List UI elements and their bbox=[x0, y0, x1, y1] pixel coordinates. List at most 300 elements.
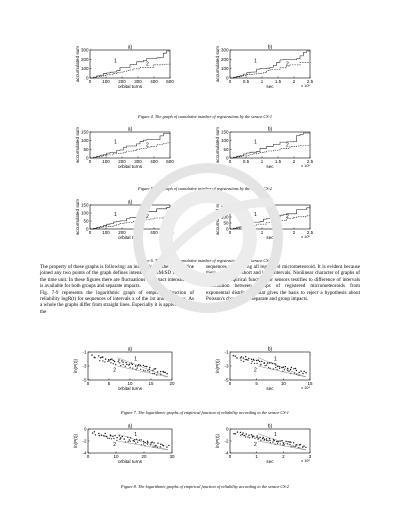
y-tick-label: 0 bbox=[85, 75, 89, 81]
x-axis-label: sec bbox=[266, 459, 274, 464]
data-point bbox=[107, 361, 108, 362]
data-point bbox=[153, 442, 154, 443]
data-point bbox=[160, 444, 161, 445]
y-tick-label: 150 bbox=[220, 208, 229, 214]
panel-letter: b) bbox=[267, 44, 273, 51]
data-point bbox=[162, 444, 163, 445]
x-axis-label: orbital turns bbox=[117, 386, 143, 391]
data-point bbox=[154, 446, 155, 447]
data-point bbox=[287, 368, 288, 369]
data-point bbox=[260, 440, 261, 441]
data-point bbox=[245, 356, 246, 357]
curve-label: 2 bbox=[146, 142, 149, 149]
body-paragraph: sequences considering all registered micrometeoroid. It is evident because there are a lot of short and long intervals. Nonlinear character of graphs of reliability empirical function for sensors testifies to difference of intervals distribution between groups of registered micrometeoroids from exponential distribution that gives the basis to reject a hypothesis about Poisson's character of separate and group impacts. bbox=[206, 264, 360, 303]
y-axis-label: accumulated sum bbox=[75, 198, 80, 236]
fig4-panel-a bbox=[72, 44, 172, 90]
data-point bbox=[272, 441, 273, 442]
fig8-panel-a-plot bbox=[70, 423, 174, 465]
x-tick-label: 100 bbox=[102, 230, 110, 235]
y-tick-label: 0 bbox=[83, 426, 87, 432]
data-point bbox=[247, 360, 248, 361]
data-point bbox=[157, 443, 158, 444]
data-point bbox=[277, 443, 278, 444]
x-tick-label: 0 bbox=[228, 381, 232, 386]
data-point bbox=[285, 366, 286, 367]
y-tick-label: -2 bbox=[224, 438, 229, 444]
data-point bbox=[92, 432, 93, 433]
panel-letter: a) bbox=[127, 199, 133, 206]
axis-exponent: x 10⁴ bbox=[301, 386, 310, 390]
data-point bbox=[303, 445, 304, 446]
data-point bbox=[165, 372, 166, 373]
curve-label: 1 bbox=[254, 58, 257, 65]
data-point bbox=[263, 437, 264, 438]
data-point bbox=[111, 438, 112, 439]
data-point bbox=[240, 435, 241, 436]
axis-exponent: x 10⁶ bbox=[301, 164, 310, 168]
x-tick-label: 0 bbox=[88, 159, 92, 164]
fig4-caption: Figure 4. The graph of cumulative number of registrations by the sensor CS-1 bbox=[138, 114, 272, 119]
x-axis-label: orbital turns bbox=[117, 459, 143, 464]
x-tick-label: 0 bbox=[228, 79, 232, 84]
curve-label: 1 bbox=[114, 211, 117, 218]
x-tick-label: 2 bbox=[292, 159, 296, 164]
y-tick-label: 0 bbox=[85, 155, 89, 161]
y-tick-label: 100 bbox=[220, 66, 229, 72]
y-tick-label: 200 bbox=[220, 56, 229, 62]
fig8-panel-a bbox=[70, 423, 174, 465]
data-point bbox=[279, 368, 280, 369]
y-tick-label: 50 bbox=[223, 220, 229, 226]
body-paragraph: Fig. 7-9 represents the logarithmic graph of empirical function of reliability logR(t) for sequences of intervals x of the 1st and 2nd types. As a whole the graphs differ from straight lines. Especially it is appreciable for the bbox=[40, 289, 194, 315]
y-tick-label: 0 bbox=[225, 426, 229, 432]
data-point bbox=[261, 361, 262, 362]
data-point bbox=[252, 361, 253, 362]
data-point bbox=[103, 435, 104, 436]
data-point bbox=[242, 434, 243, 435]
data-point bbox=[253, 360, 254, 361]
data-point bbox=[240, 360, 241, 361]
x-tick-label: 300 bbox=[134, 230, 142, 235]
data-point bbox=[240, 432, 241, 433]
x-tick-label: 2 bbox=[292, 79, 296, 84]
curve-label: 1 bbox=[134, 356, 137, 363]
x-tick-label: 20 bbox=[141, 454, 147, 459]
data-point bbox=[248, 435, 249, 436]
data-point bbox=[143, 370, 144, 371]
data-point bbox=[99, 360, 100, 361]
data-point bbox=[293, 368, 294, 369]
data-point bbox=[152, 441, 153, 442]
data-point bbox=[119, 435, 120, 436]
x-tick-label: 500 bbox=[166, 79, 174, 84]
data-point bbox=[163, 371, 164, 372]
data-point bbox=[242, 432, 243, 433]
y-axis-label: ln(P(t)) bbox=[215, 433, 220, 449]
y-axis-label: accumulated sum bbox=[75, 45, 80, 83]
data-point bbox=[110, 362, 111, 363]
data-point bbox=[112, 436, 113, 437]
data-point bbox=[95, 434, 96, 435]
data-point bbox=[270, 442, 271, 443]
y-tick-label: 0 bbox=[225, 155, 229, 161]
data-point bbox=[141, 439, 142, 440]
data-point bbox=[252, 437, 253, 438]
data-point bbox=[256, 360, 257, 361]
data-point bbox=[102, 360, 103, 361]
data-point bbox=[233, 355, 234, 356]
data-point bbox=[125, 362, 126, 363]
data-point bbox=[109, 438, 110, 439]
data-point bbox=[264, 440, 265, 441]
x-tick-label: 200 bbox=[118, 230, 126, 235]
fig4-panel-a-plot bbox=[72, 44, 172, 90]
data-point bbox=[116, 437, 117, 438]
panel-letter: b) bbox=[267, 346, 273, 353]
curve-label: 1 bbox=[134, 432, 137, 439]
data-point bbox=[294, 446, 295, 447]
data-point bbox=[125, 366, 126, 367]
data-point bbox=[121, 360, 122, 361]
data-point bbox=[290, 369, 291, 370]
data-point bbox=[166, 373, 167, 374]
data-point bbox=[110, 435, 111, 436]
y-axis-label: accumulated sum bbox=[215, 45, 220, 83]
fit-line bbox=[117, 441, 168, 450]
data-point bbox=[243, 435, 244, 436]
data-point bbox=[284, 369, 285, 370]
data-point bbox=[245, 359, 246, 360]
data-point bbox=[248, 358, 249, 359]
data-point bbox=[294, 373, 295, 374]
x-tick-label: 0 bbox=[88, 230, 92, 235]
data-point bbox=[260, 364, 261, 365]
data-point bbox=[120, 365, 121, 366]
data-point bbox=[111, 358, 112, 359]
data-point bbox=[168, 445, 169, 446]
x-tick-label: 10 bbox=[280, 381, 286, 386]
data-point bbox=[237, 431, 238, 432]
data-point bbox=[249, 437, 250, 438]
data-point bbox=[253, 436, 254, 437]
data-point bbox=[160, 374, 161, 375]
y-tick-label: -3 bbox=[224, 363, 229, 369]
data-point bbox=[288, 371, 289, 372]
data-point bbox=[299, 372, 300, 373]
curve-label: 2 bbox=[286, 61, 289, 68]
data-point bbox=[134, 441, 135, 442]
y-tick-label: -5 bbox=[224, 377, 229, 383]
data-point bbox=[235, 355, 236, 356]
fit-line bbox=[258, 441, 306, 450]
fig5-panel-a-plot bbox=[72, 126, 172, 170]
data-point bbox=[98, 433, 99, 434]
data-point bbox=[91, 354, 92, 355]
data-point bbox=[145, 370, 146, 371]
body-text-right-column bbox=[206, 264, 360, 302]
data-point bbox=[124, 438, 125, 439]
x-tick-label: 300 bbox=[134, 79, 142, 84]
data-point bbox=[300, 444, 301, 445]
data-point bbox=[267, 440, 268, 441]
curve-label: 2 bbox=[286, 142, 289, 149]
y-tick-label: 0 bbox=[85, 226, 89, 232]
x-tick-label: 200 bbox=[118, 79, 126, 84]
data-point bbox=[290, 442, 291, 443]
data-point bbox=[150, 442, 151, 443]
data-point bbox=[129, 439, 130, 440]
x-axis-label: sec bbox=[266, 164, 274, 169]
x-tick-label: 0.5 bbox=[242, 159, 250, 164]
x-tick-label: 30 bbox=[169, 454, 175, 459]
panel-letter: a) bbox=[127, 44, 133, 51]
data-point bbox=[109, 360, 110, 361]
x-tick-label: 10 bbox=[113, 454, 119, 459]
data-point bbox=[135, 442, 136, 443]
x-axis-label: orbital turns bbox=[117, 84, 143, 89]
y-tick-label: 100 bbox=[220, 138, 229, 144]
fig8-caption: Figure 8. The logarithmic graphs of empirical function of reliability according to the sensor CS-2 bbox=[121, 484, 289, 489]
x-tick-label: 15 bbox=[148, 381, 154, 386]
y-axis-label: accumulated sum bbox=[75, 126, 80, 164]
data-point bbox=[122, 362, 123, 363]
fig6-panel-b-plot bbox=[212, 199, 312, 241]
panel-letter: a) bbox=[127, 126, 133, 133]
curve-label: 1 bbox=[114, 139, 117, 146]
y-tick-label: 200 bbox=[80, 56, 89, 62]
y-axis-label: ln(P(t)) bbox=[215, 358, 220, 374]
data-point bbox=[116, 440, 117, 441]
curve-label: 2 bbox=[113, 441, 116, 448]
data-point bbox=[258, 360, 259, 361]
x-tick-label: 0 bbox=[228, 230, 232, 235]
x-tick-label: 2.5 bbox=[306, 79, 314, 84]
fig8-panel-b-plot bbox=[212, 423, 312, 465]
y-tick-label: -2 bbox=[82, 438, 87, 444]
data-point bbox=[118, 361, 119, 362]
data-point bbox=[251, 359, 252, 360]
y-tick-label: 300 bbox=[220, 47, 229, 53]
x-tick-label: 5 bbox=[255, 381, 258, 386]
y-tick-label: -1 bbox=[82, 349, 87, 355]
curve-label: 2 bbox=[254, 441, 257, 448]
data-point bbox=[304, 371, 305, 372]
data-point bbox=[104, 436, 105, 437]
data-point bbox=[102, 356, 103, 357]
x-tick-label: 500 bbox=[166, 159, 174, 164]
cumulative-curve bbox=[230, 133, 310, 158]
data-point bbox=[236, 357, 237, 358]
x-tick-label: 400 bbox=[150, 230, 158, 235]
data-point bbox=[129, 367, 130, 368]
x-tick-label: 1.5 bbox=[274, 230, 282, 235]
data-point bbox=[291, 367, 292, 368]
data-point bbox=[94, 357, 95, 358]
data-point bbox=[128, 365, 129, 366]
data-point bbox=[300, 371, 301, 372]
data-point bbox=[147, 370, 148, 371]
x-tick-label: 10 bbox=[127, 381, 133, 386]
data-point bbox=[252, 436, 253, 437]
cumulative-curve bbox=[90, 133, 170, 158]
x-tick-label: 3 bbox=[308, 454, 312, 459]
data-point bbox=[275, 367, 276, 368]
x-tick-label: 1.5 bbox=[274, 79, 282, 84]
fig8-panel-b bbox=[212, 423, 312, 465]
x-tick-label: 400 bbox=[150, 79, 158, 84]
data-point bbox=[280, 443, 281, 444]
data-point bbox=[104, 361, 105, 362]
x-tick-label: 5 bbox=[107, 381, 111, 386]
plot-frame bbox=[230, 50, 310, 78]
body-text-left-column bbox=[40, 264, 194, 315]
data-point bbox=[132, 368, 133, 369]
data-point bbox=[254, 363, 255, 364]
data-point bbox=[254, 438, 255, 439]
plot-frame bbox=[88, 352, 172, 380]
fig5-panel-b-plot bbox=[212, 126, 312, 170]
fig5-panel-b bbox=[212, 126, 312, 170]
x-tick-label: 0 bbox=[88, 79, 92, 84]
data-point bbox=[287, 370, 288, 371]
data-point bbox=[240, 357, 241, 358]
data-point bbox=[122, 436, 123, 437]
y-tick-label: 50 bbox=[83, 146, 89, 152]
data-point bbox=[147, 444, 148, 445]
data-point bbox=[105, 358, 106, 359]
fig4-panel-b-plot bbox=[212, 44, 312, 90]
data-point bbox=[256, 437, 257, 438]
data-point bbox=[269, 440, 270, 441]
curve-label: 2 bbox=[254, 367, 257, 374]
y-tick-label: -1 bbox=[224, 349, 229, 355]
data-point bbox=[113, 363, 114, 364]
data-point bbox=[246, 433, 247, 434]
fit-line bbox=[258, 358, 306, 377]
x-tick-label: 0.5 bbox=[242, 230, 250, 235]
x-axis-label: sec bbox=[266, 386, 274, 391]
data-point bbox=[110, 359, 111, 360]
data-point bbox=[166, 446, 167, 447]
x-axis-label: sec bbox=[266, 84, 274, 89]
data-point bbox=[251, 434, 252, 435]
curve-label: 1 bbox=[274, 432, 277, 439]
y-tick-label: 100 bbox=[220, 214, 229, 220]
data-point bbox=[147, 442, 148, 443]
data-point bbox=[114, 435, 115, 436]
x-tick-label: 300 bbox=[134, 159, 142, 164]
data-point bbox=[287, 443, 288, 444]
cumulative-curve bbox=[90, 51, 170, 78]
data-point bbox=[245, 436, 246, 437]
y-tick-label: 0 bbox=[225, 75, 229, 81]
data-point bbox=[157, 371, 158, 372]
data-point bbox=[302, 446, 303, 447]
data-point bbox=[99, 435, 100, 436]
data-point bbox=[295, 368, 296, 369]
panel-letter: b) bbox=[267, 423, 273, 430]
data-point bbox=[101, 434, 102, 435]
axis-exponent: x 10⁵ bbox=[301, 459, 310, 463]
data-point bbox=[122, 364, 123, 365]
y-axis-label: accumulated sum bbox=[215, 126, 220, 164]
y-tick-label: 150 bbox=[220, 129, 229, 135]
data-point bbox=[106, 436, 107, 437]
data-point bbox=[258, 438, 259, 439]
y-axis-label: accumulated sum bbox=[215, 198, 220, 236]
x-tick-label: 500 bbox=[166, 230, 174, 235]
curve-label: 2 bbox=[113, 367, 116, 374]
cumulative-curve bbox=[90, 139, 170, 158]
data-point bbox=[100, 357, 101, 358]
fig6-caption: Figure 6. The graph of cumulative number of registrations by the sensor CS-4 bbox=[138, 258, 272, 263]
data-point bbox=[284, 444, 285, 445]
data-point bbox=[269, 438, 270, 439]
data-point bbox=[140, 365, 141, 366]
data-point bbox=[233, 433, 234, 434]
data-point bbox=[143, 443, 144, 444]
data-point bbox=[266, 365, 267, 366]
data-point bbox=[105, 433, 106, 434]
fig6-panel-a-plot bbox=[72, 199, 172, 241]
x-tick-label: 2.5 bbox=[306, 159, 314, 164]
curve-label: 1 bbox=[274, 356, 277, 363]
x-axis-label: sec bbox=[266, 235, 274, 240]
x-tick-label: 1 bbox=[260, 230, 264, 235]
x-tick-label: 400 bbox=[150, 159, 158, 164]
data-point bbox=[241, 356, 242, 357]
x-tick-label: 2 bbox=[282, 454, 285, 459]
y-tick-label: 150 bbox=[80, 129, 89, 135]
data-point bbox=[276, 441, 277, 442]
data-point bbox=[130, 441, 131, 442]
data-point bbox=[276, 369, 277, 370]
fig6-panel-b bbox=[212, 199, 312, 241]
x-tick-label: 0 bbox=[228, 454, 232, 459]
fig6-panel-a bbox=[72, 199, 172, 241]
data-point bbox=[149, 367, 150, 368]
data-point bbox=[305, 447, 306, 448]
panel-letter: b) bbox=[267, 199, 273, 206]
data-point bbox=[160, 446, 161, 447]
fig7-panel-b bbox=[212, 346, 312, 392]
x-tick-label: 0 bbox=[86, 454, 90, 459]
y-tick-label: -4 bbox=[224, 450, 229, 456]
x-tick-label: 1.5 bbox=[274, 159, 282, 164]
x-tick-label: 0 bbox=[228, 159, 232, 164]
fig5-panel-a bbox=[72, 126, 172, 170]
data-point bbox=[246, 359, 247, 360]
y-tick-label: 200 bbox=[220, 202, 229, 208]
y-tick-label: -4 bbox=[82, 450, 87, 456]
x-tick-label: 20 bbox=[169, 381, 175, 386]
x-tick-label: 2.5 bbox=[306, 230, 314, 235]
data-point bbox=[160, 371, 161, 372]
data-point bbox=[289, 444, 290, 445]
fig7-caption: Figure 7. The logarithmic graphs of empirical function of reliability according to the sensor CS-1 bbox=[121, 410, 289, 415]
data-point bbox=[266, 438, 267, 439]
data-point bbox=[305, 372, 306, 373]
curve-label: 1 bbox=[254, 211, 257, 218]
data-point bbox=[94, 431, 95, 432]
plot-frame bbox=[230, 352, 310, 380]
y-tick-label: 100 bbox=[80, 66, 89, 72]
cumulative-curve bbox=[230, 206, 310, 229]
y-tick-label: 0 bbox=[225, 226, 229, 232]
x-axis-label: orbital turns bbox=[117, 164, 143, 169]
data-point bbox=[296, 444, 297, 445]
data-point bbox=[251, 363, 252, 364]
